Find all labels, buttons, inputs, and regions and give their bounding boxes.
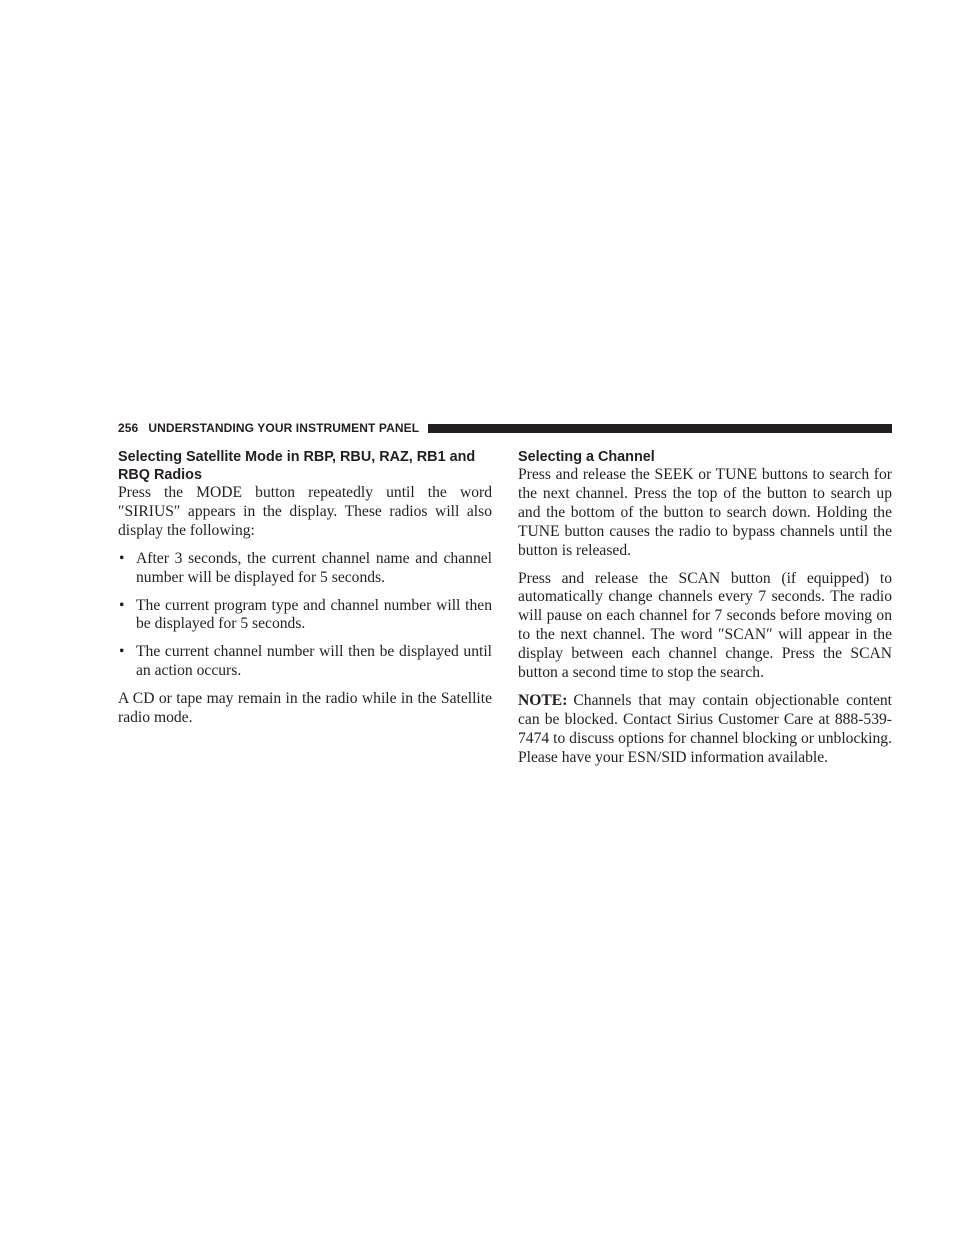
- selecting-channel-para1: Press and release the SEEK or TUNE buttons to search for the next channel. Press the top of the button to search up and the bottom of the button to search down. Holding the TUNE button causes the radio to bypass channels until the button is released.: [518, 466, 892, 559]
- satellite-mode-heading: Selecting Satellite Mode in RBP, RBU, RAZ, RB1 and RBQ Radios: [118, 449, 476, 483]
- header-rule: [428, 424, 892, 433]
- list-item-text: After 3 seconds, the current channel name and channel number will be displayed for 5 seconds.: [136, 549, 492, 586]
- satellite-mode-bullets: [118, 550, 492, 681]
- bullet-icon: •: [119, 643, 125, 661]
- note-label: NOTE:: [518, 691, 568, 709]
- list-item-text: The current program type and channel number will then be displayed for 5 seconds.: [136, 596, 492, 633]
- list-item: [118, 643, 492, 681]
- selecting-channel-para2: Press and release the SCAN button (if equipped) to automatically change channels every 7 seconds. The radio will pause on each channel for 7 seconds before moving on to the next channel. The word ″SCAN″ will appear in the display between each channel change. Press the SCAN button a second time to stop the search.: [518, 569, 892, 682]
- satellite-mode-closing: A CD or tape may remain in the radio while in the Satellite radio mode.: [118, 690, 492, 727]
- list-item: [118, 597, 492, 635]
- bullet-icon: •: [119, 596, 125, 614]
- note-text: Channels that may contain objectionable content can be blocked. Contact Sirius Customer Care at 888-539-7474 to discuss options for channel blocking or unblocking. Please have your ESN/SID information available.: [518, 691, 892, 766]
- satellite-mode-intro: Press the MODE button repeatedly until the word ″SIRIUS″ appears in the display. These radios will also display the following:: [118, 484, 492, 539]
- list-item: [118, 550, 492, 588]
- bullet-icon: •: [119, 549, 125, 567]
- note-paragraph: [518, 692, 892, 768]
- selecting-channel-heading: Selecting a Channel: [518, 449, 655, 465]
- list-item-text: The current channel number will then be displayed until an action occurs.: [136, 643, 492, 680]
- page-header: [118, 419, 892, 437]
- right-column: [518, 448, 892, 777]
- left-column: [118, 448, 492, 737]
- page-number: 256: [118, 421, 139, 435]
- section-title: UNDERSTANDING YOUR INSTRUMENT PANEL: [148, 421, 420, 435]
